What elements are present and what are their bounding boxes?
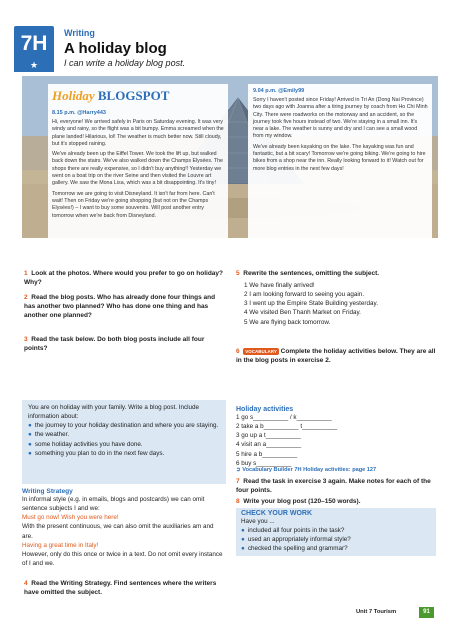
exercise-7: 7 Read the task in exercise 3 again. Make notes for each of the four points. (236, 478, 431, 494)
post-paragraph: We've already been kayaking on the lake. The kayaking was fun and fantastic, but a bit scary! Tomorrow we're going biking. We're going to hire bikes from a shop near the inn. Really looking forward to it! Watch out for more blog entries in the next few days! (253, 143, 426, 172)
exercise-8: 8 Write your blog post (120–150 words). (236, 498, 361, 505)
list-item: 2 take a b__________ t__________ (236, 423, 338, 431)
exercise-1: 1 Look at the photos. Where would you prefer to go on holiday? Why? (24, 270, 223, 286)
list-item: 1 We have finally arrived! (244, 282, 315, 289)
list-item: 3 go up a t__________ (236, 432, 301, 440)
exercise-4: 4 Read the Writing Strategy. Find sentences where the writers have omitted the subject. (24, 580, 217, 596)
exercise-5: 5 Rewrite the sentences, omitting the subject. (236, 270, 380, 277)
post-paragraph: Tomorrow we are going to visit Disneyland. It isn't far from here. Can't wait! Then on Friday we're going shopping (but not on the Champs Elysées!) – I want to buy some souvenirs. Will post another entry tomorrow when we're back from Disneyland. (52, 190, 215, 219)
check-intro: Have you ... (241, 518, 275, 525)
holiday-activities-box (236, 406, 436, 466)
task-point: ● the weather. (28, 431, 70, 439)
post-body-harry (52, 119, 224, 223)
lesson-title: A holiday blog (64, 40, 167, 57)
exercise-5-items (244, 281, 436, 327)
post-paragraph: Sorry I haven't posted since Friday! Arrived in Tri An (Dong Nai Province) two days ago with Joanna after a tiring journey by coach from Ho Chi Minh City. There were roadworks on the motorway and an accident, so the journey took five hours instead of two. We're staying in a small inn. It's near a lake. The weather is sunny and dry and I can see a small wood from my window. (253, 97, 428, 140)
list-item: 5 hire a b__________ (236, 450, 298, 458)
exercise-3: 3 Read the task below. Do both blog posts include all four points? (24, 336, 205, 352)
post-body-emily (253, 97, 429, 176)
strategy-title: Writing Strategy (22, 488, 73, 495)
strategy-text: In informal style (e.g. in emails, blogs and postcards) we can omit sentence subjects I and we: (22, 496, 205, 513)
task-point: ● the journey to your holiday destination and where you are staying. (28, 422, 219, 430)
list-item: 1 go s__________ / k__________ (236, 414, 332, 421)
list-item: 2 I am looking forward to seeing you again. (244, 291, 365, 299)
strategy-text: With the present continuous, we can also omit the auxiliaries am and are. (22, 523, 214, 540)
task-point: ● something you plan to do in the next few days. (28, 449, 165, 457)
blog-brand: Holiday BLOGSPOT (52, 88, 170, 103)
section-label: Writing (64, 28, 95, 38)
writing-strategy-box (22, 488, 226, 567)
list-item: 6 buy s__________ (236, 459, 292, 467)
list-item: 4 visit an a__________ (236, 441, 302, 449)
check-your-work (241, 510, 433, 554)
vocabulary-builder-link[interactable]: ➲ Vocabulary Builder 7H Holiday activities: page 127 (236, 467, 377, 473)
list-item: 4 We visited Ben Thanh Market on Friday. (244, 309, 361, 317)
list-item: 5 We are flying back tomorrow. (244, 318, 331, 326)
unit-badge: 7H (14, 26, 54, 62)
arrow-right-icon: ➲ (236, 467, 241, 473)
task-text (28, 403, 222, 458)
exercise-6: 6 VOCABULARY Complete the holiday activities below. They are all in the blog posts in exercise 2. (236, 348, 436, 364)
check-item: ● checked the spelling and grammar? (241, 545, 348, 553)
post-paragraph: We've already been up the Eiffel Tower. We took the lift up, but walked back down the stairs. We've also walked down the Champs Elysées. The shops there are really expensive, so I didn't buy anything!! Yesterday we went on a boat trip on the river Seine and then visited the Louvre art gallery. We saw the Mona Lisa, which was a bit disappointing. It's tiny! (52, 151, 223, 187)
exercise-2: 2 Read the blog posts. Who has already done four things and has another two planned? Who has done one thing and has another one planned? (24, 294, 216, 319)
check-item: ● used an appropriately informal style? (241, 536, 351, 544)
strategy-text: However, only do this once or twice in a text. Do not omit every instance of I and we. (22, 550, 223, 567)
check-title: CHECK YOUR WORK (241, 510, 313, 517)
task-intro: You are on holiday with your family. Write a blog post. Include information about: (28, 404, 200, 421)
footer-unit-label: Unit 7 Tourism (356, 609, 397, 615)
check-item: ● included all four points in the task? (241, 527, 345, 535)
holiday-activities-title: Holiday activities (236, 406, 294, 413)
strategy-example: Having a great time in Italy! (22, 541, 99, 549)
task-point: ● some holiday activities you have done. (28, 440, 143, 448)
post-meta-harry: 8.15 p.m. @Harry443 (52, 110, 106, 116)
lesson-subtitle: I can write a holiday blog post. (64, 58, 186, 68)
vocabulary-tag: VOCABULARY (245, 348, 277, 354)
post-meta-emily: 9.04 p.m. @Emily99 (253, 88, 305, 94)
star-icon: ★ (30, 60, 39, 70)
list-item: 3 I went up the Empire State Building yesterday. (244, 300, 378, 308)
strategy-example: Must go now! Wish you were here! (22, 514, 119, 522)
post-paragraph: Hi, everyone! We arrived safely in Paris on Saturday evening. It was very windy and rainy, so the flight was a bit bumpy. Emma screamed when the plane landed! Hilarious, lol! The weather is much better now. Still cloudy, but it's stopped raining. (52, 119, 224, 147)
page-number: 91 (419, 607, 434, 618)
